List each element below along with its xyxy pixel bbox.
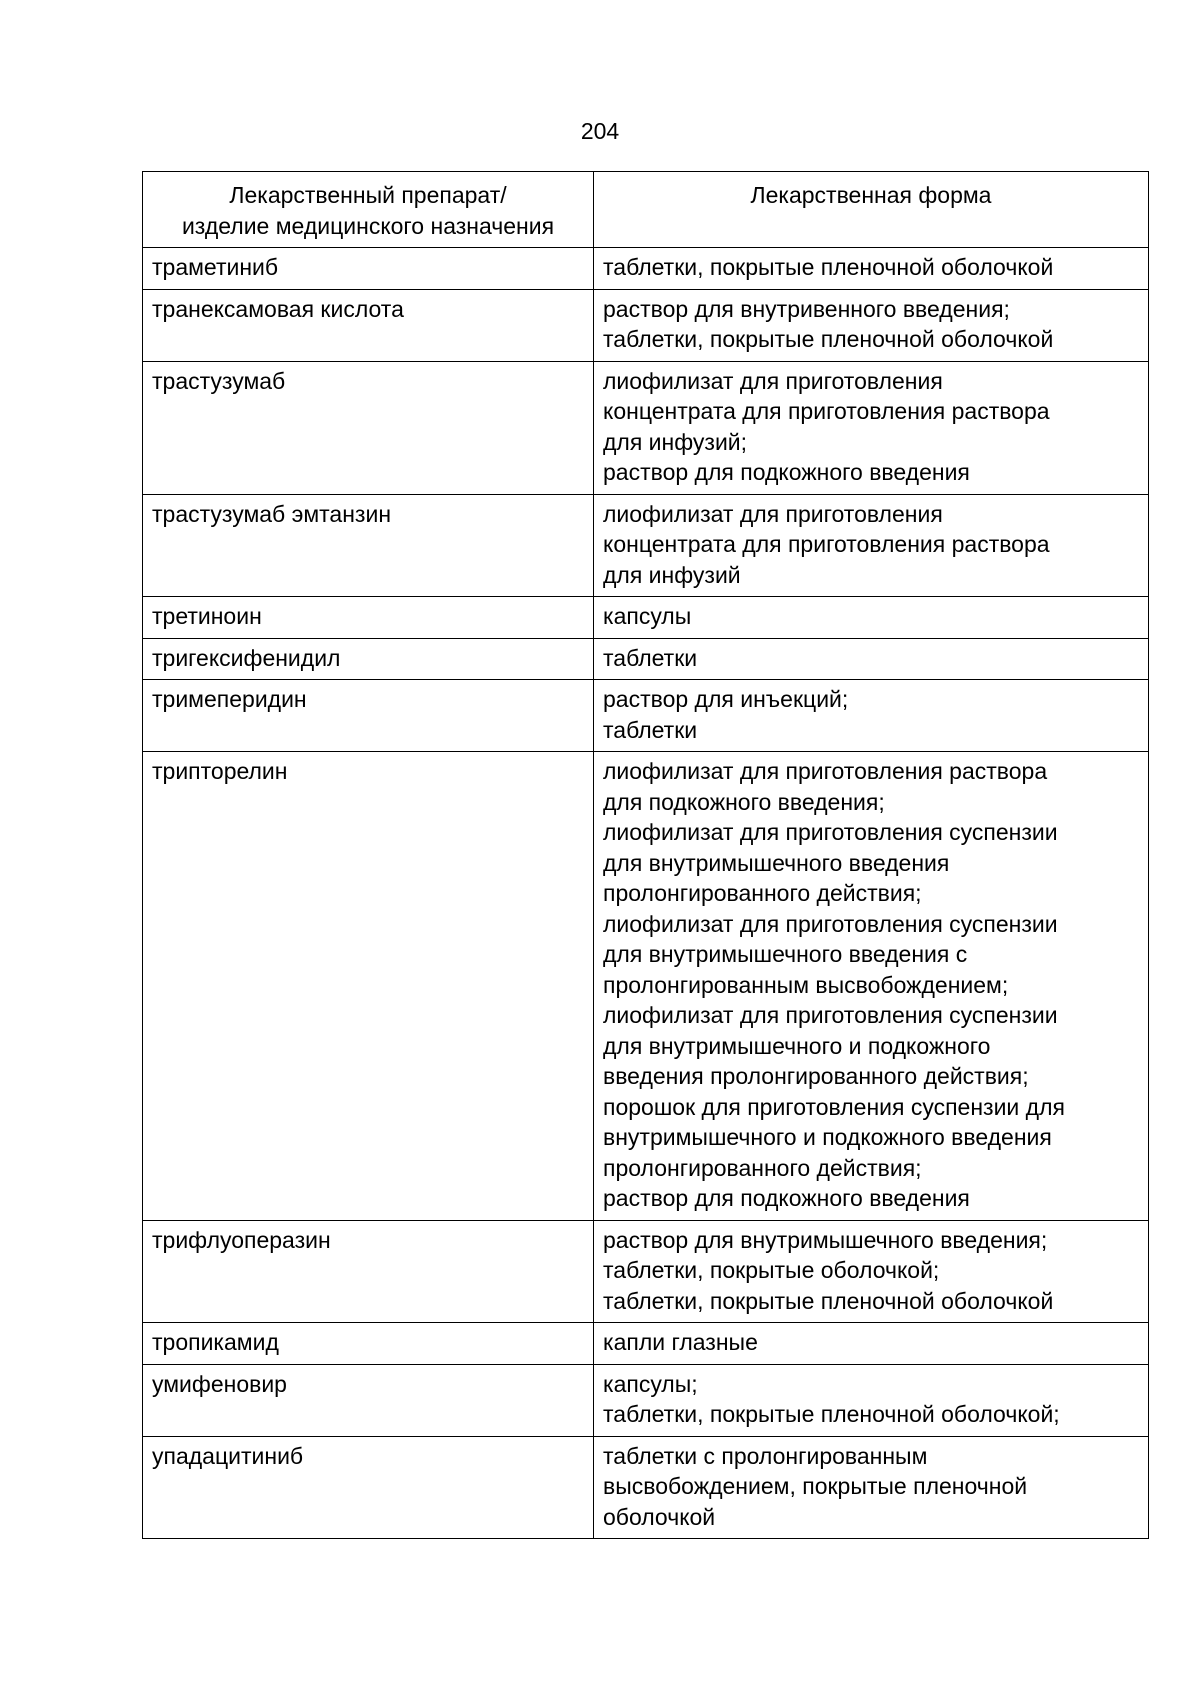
drug-name-cell: тримеперидин [143,680,594,752]
dosage-form-cell [594,1323,1149,1365]
table-row [143,1220,1149,1323]
drug-name-cell: третиноин [143,597,594,639]
table-row [143,638,1149,680]
drug-name-cell: трипторелин [143,752,594,1221]
dosage-form-line: лиофилизат для приготовления суспензии [603,910,1058,937]
dosage-form-line: пролонгированным высвобождением; [603,971,1009,998]
dosage-form-line: для инфузий [603,561,741,588]
dosage-form-line: раствор для подкожного введения [603,459,970,485]
dosage-form-line: введения пролонгированного действия; [603,1063,1029,1089]
dosage-form-line: капли глазные [603,1329,758,1355]
dosage-form-cell [594,361,1149,494]
header-dosage-form [594,172,1149,248]
drug-name-cell: траметиниб [143,248,594,290]
drug-name-cell: транексамовая кислота [143,289,594,361]
dosage-form-line: порошок для приготовления суспензии для [603,1093,1065,1120]
dosage-form-line: раствор для внутривенного введения; [603,295,1010,322]
table-row [143,752,1149,1221]
dosage-form-line: лиофилизат для приготовления раствора [603,758,1048,784]
dosage-form-line: высвобождением, покрытые пленочной [603,1473,1028,1499]
drug-name-cell: тропикамид [143,1323,594,1365]
page-number: 204 [580,118,620,144]
dosage-form-line: капсулы [603,603,692,629]
table-row [143,1323,1149,1365]
dosage-form-line: оболочкой [603,1503,716,1530]
dosage-form-line: лиофилизат для приготовления суспензии [603,1002,1058,1028]
dosage-form-line: таблетки, покрытые пленочной оболочкой [603,254,1054,280]
dosage-form-cell [594,289,1149,361]
dosage-form-cell [594,752,1149,1221]
table-row [143,289,1149,361]
dosage-form-line: таблетки [603,644,698,671]
dosage-form-line: таблетки, покрытые пленочной оболочкой; [603,1401,1060,1427]
dosage-form-line: раствор для внутримышечного введения; [603,1226,1048,1253]
dosage-form-line: для внутримышечного введения [603,849,950,876]
dosage-form-line: капсулы; [603,1370,698,1397]
dosage-form-line: таблетки [603,716,698,743]
header-drug-name-line: изделие медицинского назначения [181,212,555,239]
dosage-form-line: для подкожного введения; [603,788,885,815]
drug-name-cell: трастузумаб [143,361,594,494]
table-row [143,248,1149,290]
dosage-form-cell [594,597,1149,639]
table-body [143,248,1149,1539]
dosage-form-line: раствор для подкожного введения [603,1185,970,1211]
dosage-form-cell [594,494,1149,597]
drug-name-cell: тригексифенидил [143,638,594,680]
dosage-form-line: таблетки, покрытые пленочной оболочкой [603,1287,1054,1314]
table-row [143,680,1149,752]
drug-name-cell: упадацитиниб [143,1436,594,1539]
dosage-form-cell [594,1436,1149,1539]
dosage-form-line: таблетки, покрытые пленочной оболочкой [603,326,1054,352]
table-row [143,1364,1149,1436]
dosage-form-line: пролонгированного действия; [603,880,922,906]
table-row [143,494,1149,597]
header-drug-name-line: Лекарственный препарат/ [229,182,507,208]
dosage-form-cell [594,1364,1149,1436]
header-dosage-form-line: Лекарственная форма [750,182,992,208]
dosage-form-cell [594,248,1149,290]
dosage-form-line: лиофилизат для приготовления [603,500,943,527]
drug-name-cell: трастузумаб эмтанзин [143,494,594,597]
dosage-form-line: концентрата для приготовления раствора [603,531,1050,557]
header-drug-name [143,172,594,248]
dosage-form-line: таблетки, покрытые оболочкой; [603,1257,940,1283]
dosage-form-line: пролонгированного действия; [603,1154,922,1181]
dosage-form-line: раствор для инъекций; [603,686,849,712]
dosage-form-cell [594,680,1149,752]
table-row [143,597,1149,639]
dosage-form-line: для внутримышечного введения с [603,941,968,967]
dosage-form-line: лиофилизат для приготовления суспензии [603,819,1058,845]
table-row [143,361,1149,494]
drug-name-cell: трифлуоперазин [143,1220,594,1323]
dosage-form-line: внутримышечного и подкожного введения [603,1124,1052,1150]
drug-table [142,171,1149,1539]
table-header-row [143,172,1149,248]
dosage-form-line: таблетки с пролонгированным [603,1442,928,1469]
table-row [143,1436,1149,1539]
dosage-form-line: концентрата для приготовления раствора [603,398,1050,424]
dosage-form-cell [594,638,1149,680]
dosage-form-cell [594,1220,1149,1323]
dosage-form-line: для внутримышечного и подкожного [603,1032,991,1059]
dosage-form-line: лиофилизат для приготовления [603,367,943,394]
drug-name-cell: умифеновир [143,1364,594,1436]
dosage-form-line: для инфузий; [603,428,748,455]
